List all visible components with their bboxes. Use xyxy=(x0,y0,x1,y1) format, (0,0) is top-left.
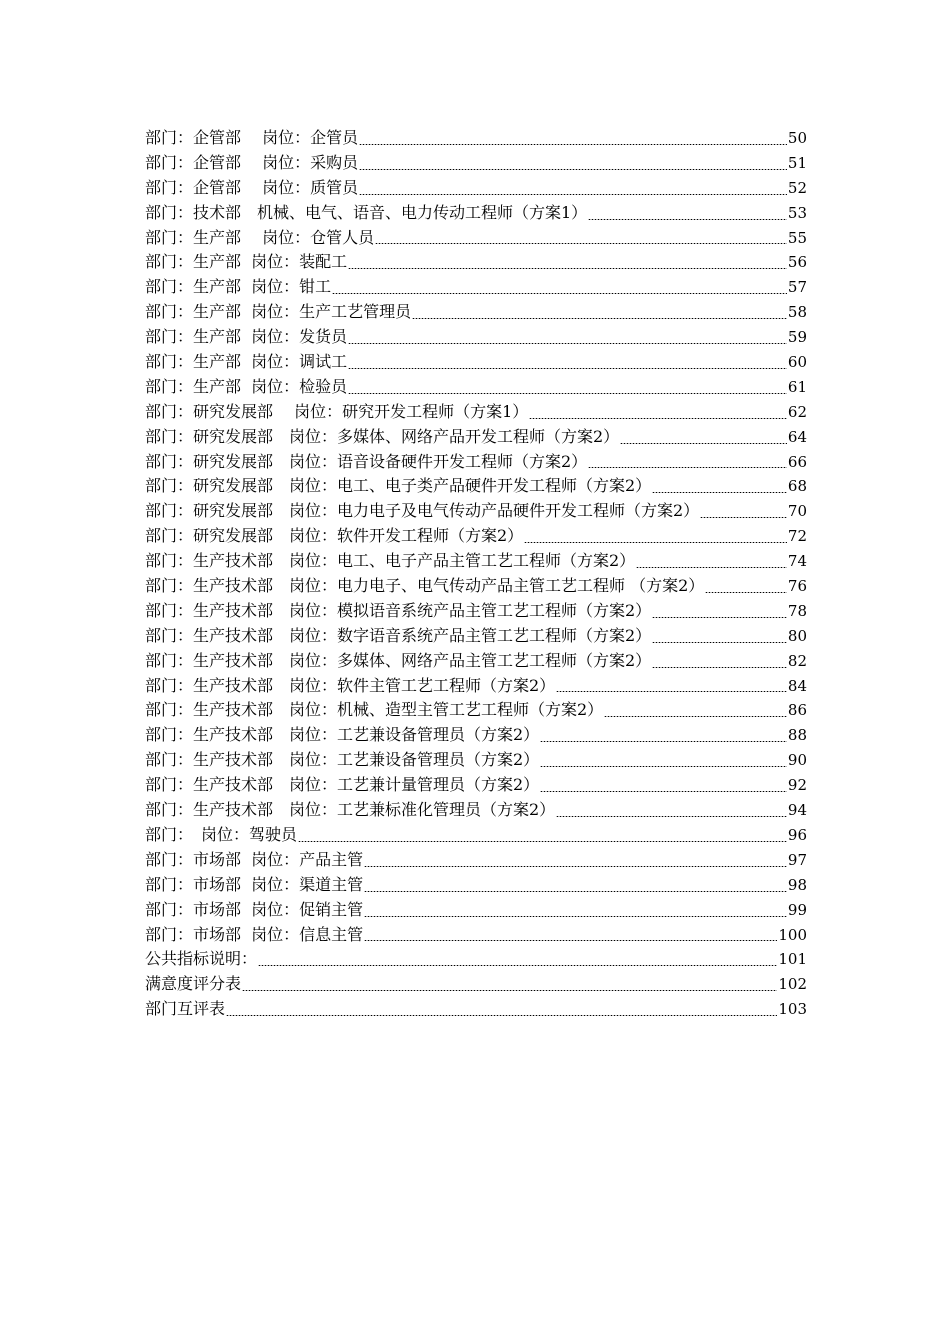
toc-dot-leader xyxy=(348,368,787,369)
toc-page-number: 51 xyxy=(787,153,807,172)
toc-dot-leader xyxy=(359,169,787,170)
toc-dot-leader xyxy=(375,243,787,244)
toc-entry-title: 部门：研究发展部 岗位：研究开发工程师（方案1） xyxy=(145,401,529,421)
toc-dot-leader xyxy=(524,542,787,543)
toc-page-number: 61 xyxy=(787,377,807,396)
toc-dot-leader xyxy=(348,343,787,344)
toc-entry[interactable] xyxy=(145,275,807,300)
toc-entry-title: 部门：生产部 岗位：发货员 xyxy=(145,327,348,347)
toc-page-number: 98 xyxy=(787,875,807,894)
toc-dot-leader xyxy=(652,642,787,643)
toc-page-number: 60 xyxy=(787,353,807,372)
toc-entry-title: 部门：生产技术部 岗位：电力电子、电气传动产品主管工艺工程师 （方案2） xyxy=(145,576,705,596)
toc-page-number: 57 xyxy=(787,278,807,297)
toc-page-number: 82 xyxy=(787,651,807,670)
toc-page-number: 66 xyxy=(787,452,807,471)
toc-entry-title: 部门：生产技术部 岗位：工艺兼标准化管理员（方案2） xyxy=(145,800,556,820)
toc-page-number: 101 xyxy=(778,950,807,969)
toc-entry-title: 部门：企管部 岗位：采购员 xyxy=(145,152,359,172)
toc-dot-leader xyxy=(540,791,787,792)
toc-entry[interactable] xyxy=(145,450,807,475)
toc-entry[interactable] xyxy=(145,873,807,898)
toc-entry-title: 部门：市场部 岗位：产品主管 xyxy=(145,849,364,869)
toc-entry[interactable] xyxy=(145,599,807,624)
toc-dot-leader xyxy=(604,716,787,717)
toc-entry-title: 满意度评分表 xyxy=(145,974,242,994)
toc-entry-title: 部门：研究发展部 岗位：语音设备硬件开发工程师（方案2） xyxy=(145,451,588,471)
toc-dot-leader xyxy=(700,517,787,518)
toc-dot-leader xyxy=(705,592,787,593)
toc-dot-leader xyxy=(636,567,787,568)
toc-page-number: 64 xyxy=(787,427,807,446)
toc-entry[interactable] xyxy=(145,848,807,873)
toc-entry[interactable] xyxy=(145,624,807,649)
toc-page-number: 102 xyxy=(778,975,807,994)
toc-page-number: 78 xyxy=(787,601,807,620)
toc-dot-leader xyxy=(652,617,787,618)
toc-entry[interactable] xyxy=(145,425,807,450)
toc-dot-leader xyxy=(364,916,787,917)
toc-entry[interactable] xyxy=(145,325,807,350)
table-of-contents xyxy=(145,126,807,1022)
toc-dot-leader xyxy=(620,443,787,444)
toc-entry-title: 部门：生产技术部 岗位：电工、电子产品主管工艺工程师（方案2） xyxy=(145,551,636,571)
toc-entry-title: 部门：生产部 岗位：调试工 xyxy=(145,352,348,372)
toc-page-number: 90 xyxy=(787,751,807,770)
toc-entry[interactable] xyxy=(145,176,807,201)
toc-entry[interactable] xyxy=(145,226,807,251)
toc-entry[interactable] xyxy=(145,773,807,798)
toc-entry-title: 部门：生产部 岗位：装配工 xyxy=(145,252,348,272)
toc-dot-leader xyxy=(652,667,787,668)
toc-page-number: 96 xyxy=(787,825,807,844)
toc-entry[interactable] xyxy=(145,474,807,499)
toc-entry[interactable] xyxy=(145,499,807,524)
toc-dot-leader xyxy=(364,891,787,892)
toc-entry-title: 部门：市场部 岗位：渠道主管 xyxy=(145,874,364,894)
toc-dot-leader xyxy=(556,691,787,692)
toc-dot-leader xyxy=(359,144,787,145)
toc-dot-leader xyxy=(348,393,787,394)
toc-page-number: 55 xyxy=(787,228,807,247)
toc-entry-title: 部门：企管部 岗位：质管员 xyxy=(145,177,359,197)
toc-entry[interactable] xyxy=(145,350,807,375)
toc-entry-title: 部门：市场部 岗位：促销主管 xyxy=(145,899,364,919)
toc-entry[interactable] xyxy=(145,201,807,226)
toc-dot-leader xyxy=(412,318,787,319)
toc-dot-leader xyxy=(258,965,777,966)
toc-entry[interactable] xyxy=(145,151,807,176)
toc-entry[interactable] xyxy=(145,524,807,549)
toc-entry[interactable] xyxy=(145,947,807,972)
toc-entry[interactable] xyxy=(145,823,807,848)
toc-entry-title: 部门：研究发展部 岗位：电工、电子类产品硬件开发工程师（方案2） xyxy=(145,476,652,496)
toc-dot-leader xyxy=(556,816,787,817)
toc-entry-title: 部门：研究发展部 岗位：多媒体、网络产品开发工程师（方案2） xyxy=(145,426,620,446)
toc-dot-leader xyxy=(298,841,787,842)
toc-page-number: 58 xyxy=(787,303,807,322)
toc-entry[interactable] xyxy=(145,723,807,748)
toc-entry-title: 部门：生产技术部 岗位：数字语音系统产品主管工艺工程师（方案2） xyxy=(145,625,652,645)
toc-dot-leader xyxy=(359,194,787,195)
toc-dot-leader xyxy=(364,866,787,867)
toc-page-number: 88 xyxy=(787,726,807,745)
toc-entry-title: 部门：生产技术部 岗位：工艺兼设备管理员（方案2） xyxy=(145,725,540,745)
toc-page-number: 92 xyxy=(787,776,807,795)
toc-dot-leader xyxy=(226,1015,777,1016)
toc-entry[interactable] xyxy=(145,250,807,275)
toc-entry-title: 部门：生产技术部 岗位：多媒体、网络产品主管工艺工程师（方案2） xyxy=(145,650,652,670)
toc-entry-title: 部门：市场部 岗位：信息主管 xyxy=(145,924,364,944)
toc-entry[interactable] xyxy=(145,649,807,674)
toc-entry-title: 部门：研究发展部 岗位：电力电子及电气传动产品硬件开发工程师（方案2） xyxy=(145,501,700,521)
toc-entry[interactable] xyxy=(145,400,807,425)
toc-entry[interactable] xyxy=(145,549,807,574)
toc-dot-leader xyxy=(332,293,787,294)
toc-dot-leader xyxy=(588,219,787,220)
toc-dot-leader xyxy=(540,766,787,767)
toc-dot-leader xyxy=(242,990,777,991)
toc-page-number: 100 xyxy=(778,925,807,944)
toc-dot-leader xyxy=(588,467,787,468)
toc-entry-title: 部门： 岗位：驾驶员 xyxy=(145,824,298,844)
toc-page-number: 53 xyxy=(787,203,807,222)
toc-entry-title: 公共指标说明： xyxy=(145,949,258,969)
toc-page-number: 94 xyxy=(787,801,807,820)
toc-page-number: 99 xyxy=(787,900,807,919)
toc-entry-title: 部门：生产技术部 岗位：工艺兼设备管理员（方案2） xyxy=(145,750,540,770)
toc-dot-leader xyxy=(348,268,787,269)
toc-entry[interactable] xyxy=(145,798,807,823)
toc-entry[interactable] xyxy=(145,923,807,948)
toc-entry-title: 部门：技术部 机械、电气、语音、电力传动工程师（方案1） xyxy=(145,202,588,222)
toc-entry-title: 部门：生产技术部 岗位：软件主管工艺工程师（方案2） xyxy=(145,675,556,695)
toc-entry-title: 部门：生产技术部 岗位：机械、造型主管工艺工程师（方案2） xyxy=(145,700,604,720)
toc-entry-title: 部门：研究发展部 岗位：软件开发工程师（方案2） xyxy=(145,526,524,546)
toc-page-number: 72 xyxy=(787,527,807,546)
toc-entry[interactable] xyxy=(145,126,807,151)
toc-dot-leader xyxy=(652,492,787,493)
toc-page-number: 59 xyxy=(787,328,807,347)
toc-page-number: 62 xyxy=(787,402,807,421)
toc-dot-leader xyxy=(540,741,787,742)
toc-page-number: 97 xyxy=(787,850,807,869)
toc-entry[interactable] xyxy=(145,674,807,699)
toc-page-number: 74 xyxy=(787,552,807,571)
toc-entry[interactable] xyxy=(145,375,807,400)
toc-dot-leader xyxy=(364,940,777,941)
toc-page-number: 50 xyxy=(787,129,807,147)
toc-entry-title: 部门互评表 xyxy=(145,999,226,1019)
toc-entry-title: 部门：生产部 岗位：生产工艺管理员 xyxy=(145,302,412,322)
toc-page-number: 56 xyxy=(787,253,807,272)
toc-page-number: 52 xyxy=(787,178,807,197)
toc-entry[interactable] xyxy=(145,898,807,923)
toc-entry[interactable] xyxy=(145,574,807,599)
toc-page-number: 103 xyxy=(778,1000,807,1019)
toc-entry-title: 部门：企管部 岗位：企管员 xyxy=(145,128,359,147)
toc-page-number: 80 xyxy=(787,626,807,645)
toc-page-number: 70 xyxy=(787,502,807,521)
toc-entry[interactable] xyxy=(145,698,807,723)
toc-entry-title: 部门：生产部 岗位：钳工 xyxy=(145,277,332,297)
toc-entry[interactable] xyxy=(145,300,807,325)
toc-dot-leader xyxy=(529,418,787,419)
toc-page-number: 84 xyxy=(787,676,807,695)
toc-entry[interactable] xyxy=(145,748,807,773)
toc-entry[interactable] xyxy=(145,972,807,997)
toc-page-number: 68 xyxy=(787,477,807,496)
toc-entry-title: 部门：生产部 岗位：检验员 xyxy=(145,376,348,396)
toc-entry-title: 部门：生产技术部 岗位：模拟语音系统产品主管工艺工程师（方案2） xyxy=(145,600,652,620)
toc-entry-title: 部门：生产部 岗位：仓管人员 xyxy=(145,227,375,247)
toc-entry[interactable] xyxy=(145,997,807,1022)
toc-entry-title: 部门：生产技术部 岗位：工艺兼计量管理员（方案2） xyxy=(145,775,540,795)
toc-page-number: 86 xyxy=(787,701,807,720)
toc-page-number: 76 xyxy=(787,577,807,596)
